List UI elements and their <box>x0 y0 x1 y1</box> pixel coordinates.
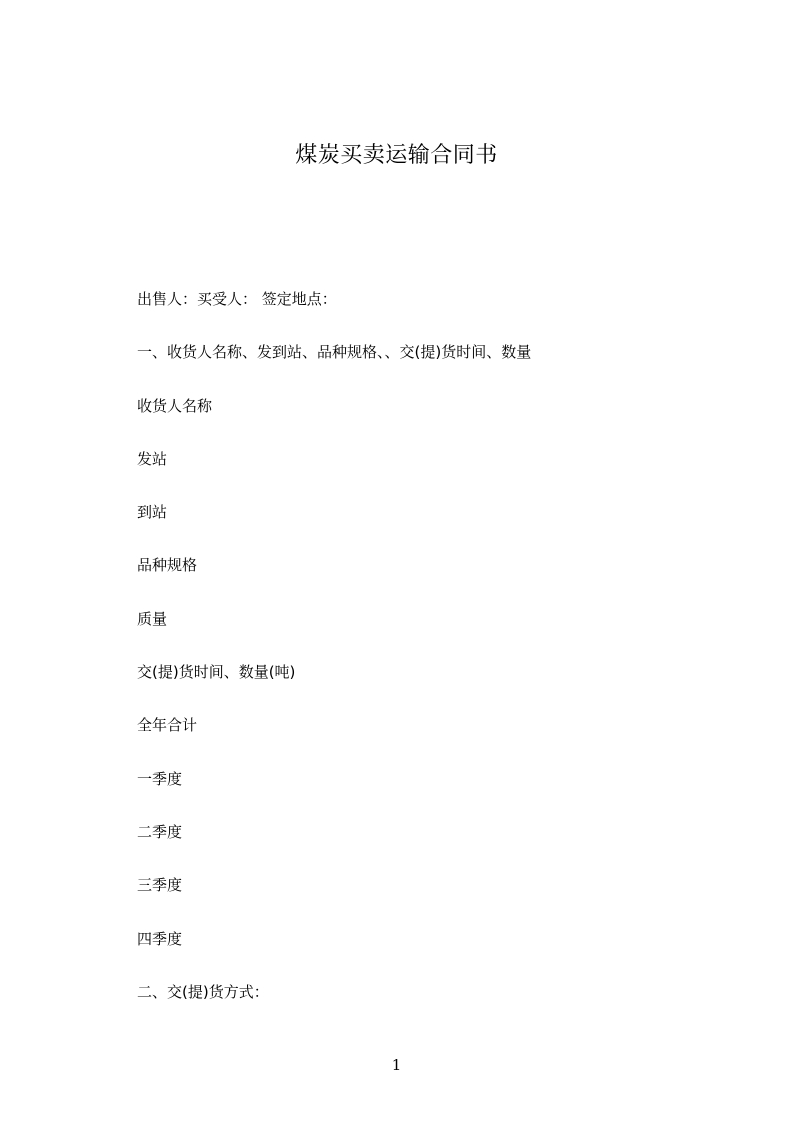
document-body <box>137 288 697 1034</box>
line-section-two-heading: 二、交(提)货方式： <box>137 982 269 1001</box>
line-section-one-heading: 一、收货人名称、发到站、品种规格、、交(提)货时间、数量 <box>137 343 532 362</box>
line-second-quarter: 二季度 <box>137 822 183 841</box>
document-title: 煤炭买卖运输合同书 <box>295 143 498 168</box>
line-annual-total: 全年合计 <box>137 716 198 735</box>
line-departure-station: 发站 <box>137 449 168 468</box>
line-fourth-quarter: 四季度 <box>137 929 183 948</box>
line-delivery-time-quantity: 交(提)货时间、数量(吨) <box>137 663 296 682</box>
line-product-spec: 品种规格 <box>137 556 198 575</box>
line-third-quarter: 三季度 <box>137 876 183 895</box>
page-number: 1 <box>391 1056 402 1074</box>
line-consignee-name: 收货人名称 <box>137 396 213 415</box>
line-arrival-station: 到站 <box>137 503 168 522</box>
line-quality: 质量 <box>137 609 168 628</box>
line-parties: 出售人：买受人： 签定地点： <box>137 290 337 308</box>
line-first-quarter: 一季度 <box>137 769 183 788</box>
